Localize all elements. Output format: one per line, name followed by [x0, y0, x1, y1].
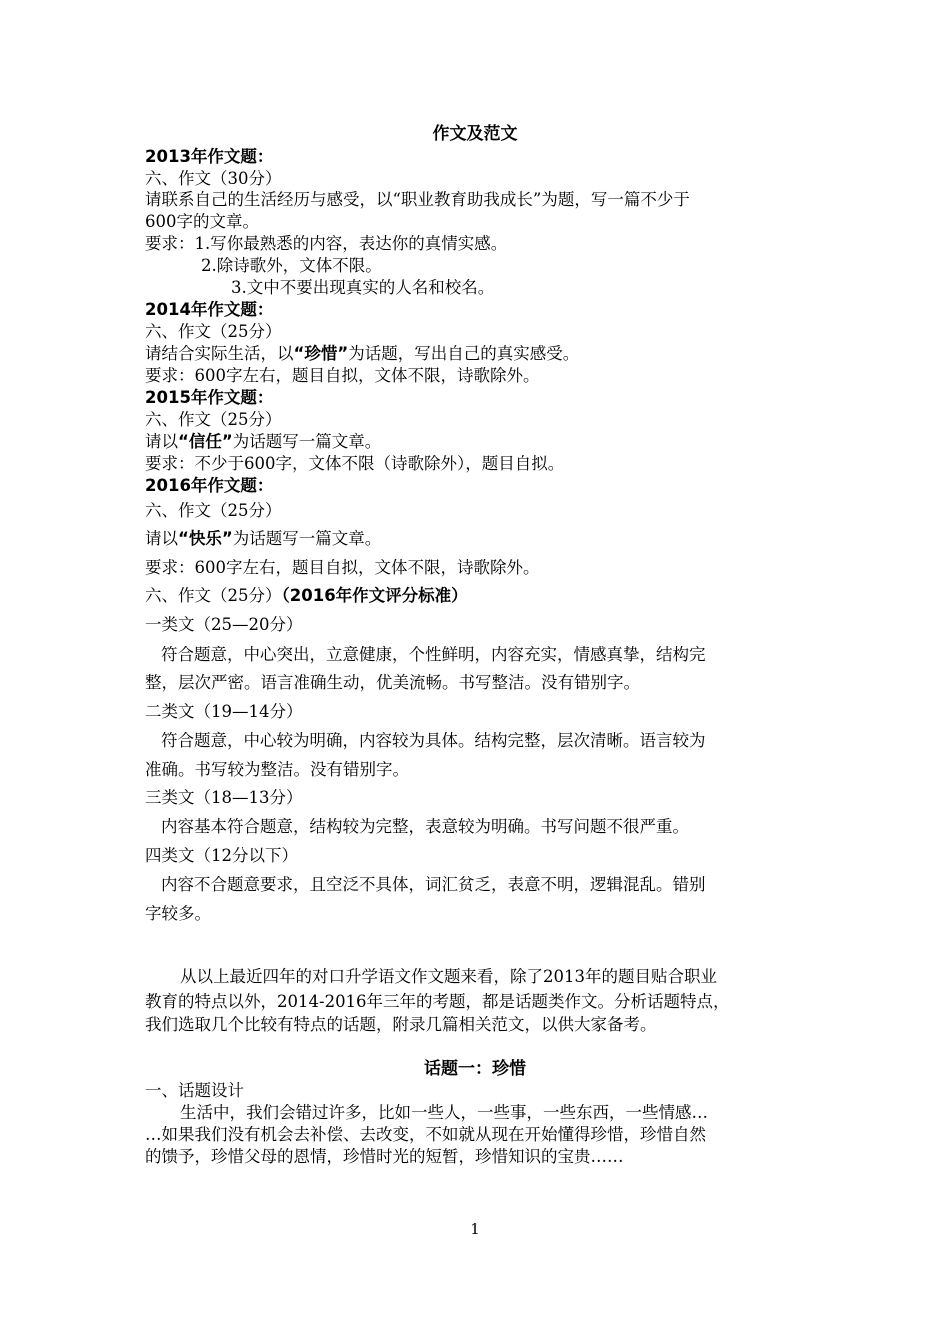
class1-line2: 整，层次严密。语言准确生动，优美流畅。书写整洁。没有错别字。: [145, 673, 640, 692]
heading-2013: 2013年作文题：: [145, 147, 274, 166]
class2-title: 二类文（19—14分）: [145, 702, 303, 721]
prompt-2016: [145, 528, 381, 550]
prompt-2013-line1: 请联系自己的生活经历与感受，以“职业教育助我成长”为题，写一篇不少于: [145, 190, 690, 209]
class4-title: 四类文（12分以下）: [145, 846, 298, 865]
class2-line2: 准确。书写较为整洁。没有错别字。: [145, 760, 409, 779]
class3-line1: 内容基本符合题意，结构较为完整，表意较为明确。书写问题不很严重。: [161, 817, 689, 836]
prompt-2013-line2: 600字的文章。: [145, 212, 259, 231]
prompt-2014: [145, 343, 579, 365]
req-2013-1: 要求：1.写你最熟悉的内容，表达你的真情实感。: [145, 234, 508, 253]
grading-section: [145, 585, 468, 607]
topic1-title: 话题一：珍惜: [424, 1059, 526, 1079]
req-2016: 要求：600字左右，题目自拟，文体不限，诗歌除外。: [145, 558, 540, 577]
prompt-2014-topic: “珍惜”: [293, 344, 349, 363]
topic1-line2: …如果我们没有机会去补偿、去改变，不如就从现在开始懂得珍惜，珍惜自然: [145, 1125, 706, 1144]
section-2013: 六、作文（30分）: [145, 169, 282, 188]
section-2014: 六、作文（25分）: [145, 322, 282, 341]
topic1-subheading: 一、话题设计: [145, 1081, 244, 1100]
document-title: 作文及范文: [432, 124, 518, 144]
req-2013-2: 2.除诗歌外，文体不限。: [201, 256, 382, 275]
analysis-line1: 从以上最近四年的对口升学语文作文题来看，除了2013年的题目贴合职业: [180, 967, 717, 986]
section-2016: 六、作文（25分）: [145, 501, 282, 520]
section-2015: 六、作文（25分）: [145, 410, 282, 429]
topic1-line3: 的馈予，珍惜父母的恩情，珍惜时光的短暂，珍惜知识的宝贵……: [145, 1147, 624, 1166]
analysis-line2: 教育的特点以外，2014-2016年三年的考题，都是话题类作文。分析话题特点，: [145, 992, 730, 1011]
req-2013-3: 3.文中不要出现真实的人名和校名。: [231, 278, 495, 297]
class4-line2: 字较多。: [145, 904, 211, 923]
heading-2014: 2014年作文题：: [145, 300, 274, 319]
heading-2015: 2015年作文题：: [145, 388, 274, 407]
class4-line1: 内容不合题意要求，且空泛不具体，词汇贫乏，表意不明，逻辑混乱。错别: [161, 875, 706, 894]
topic1-line1: 生活中，我们会错过许多，比如一些人，一些事，一些东西，一些情感…: [180, 1103, 708, 1122]
prompt-2015-post: 为话题写一篇文章。: [232, 432, 382, 451]
prompt-2016-pre: 请以: [145, 529, 178, 548]
prompt-2015: [145, 431, 381, 453]
heading-2016: 2016年作文题：: [145, 476, 274, 495]
prompt-2016-post: 为话题写一篇文章。: [232, 529, 382, 548]
prompt-2015-topic: “信任”: [178, 432, 233, 451]
grading-section-pre: 六、作文（25分）: [145, 586, 282, 605]
analysis-line3: 我们选取几个比较有特点的话题，附录几篇相关范文，以供大家备考。: [145, 1015, 657, 1034]
req-2014: 要求：600字左右，题目自拟，文体不限，诗歌除外。: [145, 366, 540, 385]
prompt-2016-topic: “快乐”: [178, 529, 233, 548]
class3-title: 三类文（18—13分）: [145, 788, 303, 807]
prompt-2014-pre: 请结合实际生活，以: [145, 344, 294, 363]
req-2015: 要求：不少于600字，文体不限（诗歌除外），题目自拟。: [145, 454, 565, 473]
class1-title: 一类文（25—20分）: [145, 615, 303, 634]
prompt-2014-post: 为话题，写出自己的真实感受。: [348, 344, 580, 363]
prompt-2015-pre: 请以: [145, 432, 178, 451]
class1-line1: 符合题意，中心突出，立意健康，个性鲜明，内容充实，情感真挚，结构完: [161, 645, 706, 664]
class2-line1: 符合题意，中心较为明确，内容较为具体。结构完整，层次清晰。语言较为: [161, 731, 706, 750]
page-number: 1: [470, 1220, 480, 1238]
grading-section-bold: （2016年作文评分标准）: [281, 586, 468, 605]
